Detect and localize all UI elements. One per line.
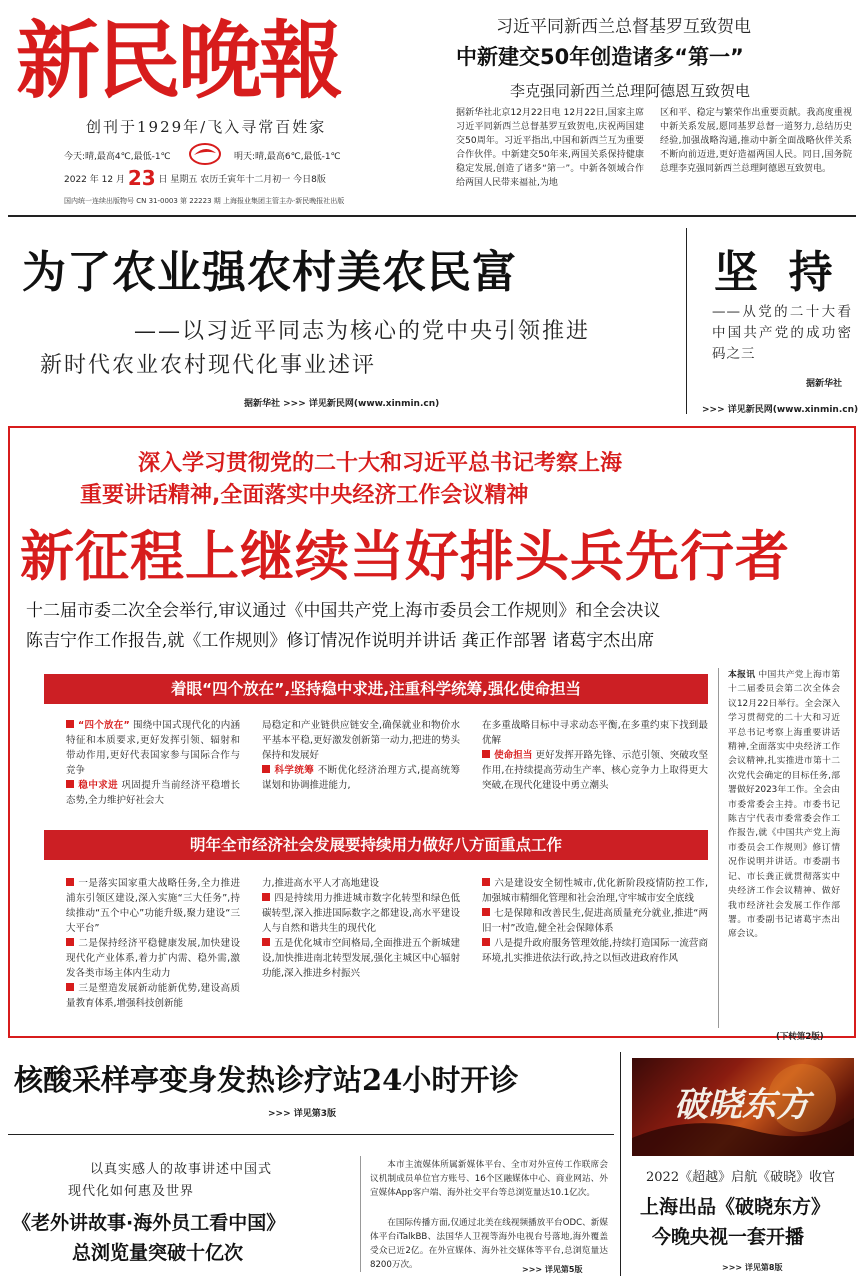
- lower-divider-h: [8, 1134, 614, 1135]
- film-kicker: 2022《超越》启航《破晓》收官: [646, 1170, 836, 1185]
- foreign-kicker-2: 现代化如何惠及世界: [68, 1184, 195, 1199]
- persist-link[interactable]: >>> 详见新民网(www.xinmin.cn): [702, 405, 859, 415]
- lead-b1-col3-text: 在多重战略目标中寻求动态平衡,在多重约束下找到最优解: [482, 720, 708, 746]
- bullet-icon: [482, 878, 490, 886]
- bullet-icon: [482, 908, 490, 916]
- lead-banner-2: 明年全市经济社会发展要持续用力做好八方面重点工作: [44, 830, 708, 860]
- lead-side-body: 中国共产党上海市第十二届委员会第二次全体会议12月22日举行。全会深入学习贯彻党的二十大和习近平总书记考察上海重要讲话精神,全面落实中央经济工作会议精神,扎实推进市第十二次党代会确定的目标任务,部署做好2023年工作。全会由市委常委会主持。市委书记陈吉宁代表市委常委会作工作报告,就《中国共产党上海市委员会工作规则》修订情况作说明并讲话。市委副书记、市长龚正就贯彻落实中央经济工作会议精神、做好我市经济社会发展工作作部署。市委副书记诸葛宇杰出席会议。: [728, 670, 840, 940]
- film-link[interactable]: >>> 详见第8版: [722, 1263, 783, 1272]
- registration-line: 国内统一连续出版物号 CN 31-0003 第 22223 期 上海报业集团主管主办·新民晚报社出版: [64, 197, 345, 205]
- task-6: 六是建设安全韧性城市,优化新阶段疫情防控工作,加强城市精细化管理和社会治理,守牢城市安全底线: [482, 878, 708, 904]
- lead-kicker-2: 重要讲话精神,全面落实中央经济工作会议精神: [80, 483, 529, 508]
- lead-b1-col3: [482, 718, 708, 793]
- bullet-icon: [66, 983, 74, 991]
- foreign-kicker-1: 以真实感人的故事讲述中国式: [90, 1162, 273, 1177]
- term-four-put-text: 围绕中国式现代化的内涵特征和本质要求,更好发挥引领、辐射和带动作用,更好代表国家参与国际合作与竞争: [66, 720, 240, 776]
- term-mission-text: 更好发挥开路先锋、示范引领、突破攻坚作用,在持续提高劳动生产率、核心竞争力上取得更大突破,在现代化建设中勇立潮头: [482, 750, 708, 791]
- film-headline-1: 上海出品《破晓东方》: [640, 1196, 831, 1218]
- bullet-icon: [262, 765, 270, 773]
- term-overall: 科学统筹: [274, 765, 315, 776]
- bullet-icon: [262, 893, 270, 901]
- task-1: 一是落实国家重大战略任务,全力推进浦东引领区建设,深入实施“三大任务”,持续推动“五个中心”功能升级,聚力建设“三大平台”: [66, 878, 240, 934]
- foreign-para-1: 本市主流媒体所属新媒体平台、全市对外宣传工作联席会议机制成员单位官方账号、16个区融媒体中心、商业网站、外宣媒体App客户端、海外社交平台等总浏览量达10.1亿次。: [370, 1160, 608, 1198]
- lead-deck-2: 陈吉宁作工作报告,就《工作规则》修订情况作说明并讲话 龚正作部署 诸葛宇杰出席: [26, 631, 655, 651]
- bullet-icon: [66, 878, 74, 886]
- nucleic-link[interactable]: >>> 详见第3版: [268, 1109, 337, 1119]
- masthead-logo-art: [14, 4, 354, 104]
- term-overall-text: 不断优化经济治理方式,提高统筹谋划和协调推进能力,: [262, 765, 460, 791]
- persist-subhead: ——从党的二十大看中国共产党的成功密码之三: [712, 304, 852, 362]
- lead-b2-col3: [482, 876, 708, 966]
- lead-side-text: [728, 668, 840, 942]
- weather-tomorrow: 明天:晴,最高6℃,最低-1℃: [234, 152, 341, 162]
- persist-source: 据新华社: [806, 379, 843, 389]
- issue-date: [64, 166, 326, 190]
- lead-b2-col2: [262, 876, 460, 981]
- lead-side-continue[interactable]: (下转第2版): [776, 1032, 824, 1042]
- date-day: 23: [127, 166, 156, 190]
- bullet-icon: [66, 780, 74, 788]
- task-5: 五是优化城市空间格局,全面推进五个新城建设,加快推进南北转型发展,强化主城区中心辐射功能,深入推进乡村振兴: [262, 938, 460, 979]
- film-poster-title: 破晓东方: [674, 1085, 810, 1125]
- masthead-logo: [14, 4, 354, 104]
- lead-headline: 新征程上继续当好排头兵先行者: [20, 525, 790, 588]
- masthead-divider: [8, 215, 856, 217]
- bullet-icon: [482, 938, 490, 946]
- task-3-cont: 力,推进高水平人才高地建设: [262, 878, 380, 889]
- term-steady: 稳中求进: [78, 780, 119, 791]
- top-story-col2: 区和平、稳定与繁荣作出重要贡献。我高度重视中新关系发展,愿同基罗总督一道努力,总结历史经验,加强战略沟通,推动中新全面战略伙伴关系不断向前迈进,更好造福两国人民。同日,国务院总理李克强同新西兰总理阿德恩互致贺电。: [660, 108, 852, 174]
- top-story-kicker: 习近平同新西兰总督基罗互致贺电: [496, 17, 751, 37]
- masthead-tagline: 创刊于1929年/飞入寻常百姓家: [86, 118, 327, 136]
- lower-divider-v1: [620, 1052, 621, 1276]
- bullet-icon: [262, 938, 270, 946]
- lead-b2-col1: [66, 876, 240, 1011]
- lead-b1-col2: [262, 718, 460, 793]
- top-story-col1: 据新华社北京12月22日电 12月22日,国家主席习近平同新西兰总督基罗互致贺电,庆祝两国建交50周年。习近平指出,中国和新西兰互为重要合作伙伴。中新建交50年来,两国关系保持健康稳定发展,创造了诸多“第一”。中新各领域合作给两国人民带来福祉,为地: [456, 108, 644, 188]
- foreign-para-2: 在国际传播方面,仅通过北美在线视频播放平台ODC、新媒体平台iTalkBB、法国华人卫视等海外电视台号落地,海外覆盖受众已近2亿。在外宣媒体、海外社交媒体等平台,总浏览量达8200万次。: [370, 1218, 608, 1270]
- term-steady-text: 巩固提升当前经济平稳增长态势,全力维护好社会大: [66, 780, 240, 806]
- term-four-put: “四个放在”: [78, 720, 130, 731]
- foreign-headline-1: 《老外讲故事·海外员工看中国》: [12, 1212, 286, 1234]
- masthead-emblem-icon: [188, 142, 222, 166]
- lead-banner-1: 着眼“四个放在”,坚持稳中求进,注重科学统筹,强化使命担当: [44, 674, 708, 704]
- nucleic-headline: 核酸采样亭变身发热诊疗站24小时开诊: [14, 1063, 519, 1097]
- bullet-icon: [66, 938, 74, 946]
- bullet-icon: [482, 750, 490, 758]
- lower-divider-v2: [360, 1156, 361, 1272]
- lead-side-divider: [718, 668, 719, 1028]
- agri-link[interactable]: 据新华社 >>> 详见新民网(www.xinmin.cn): [244, 399, 440, 409]
- top-story-headline: 中新建交50年创造诸多“第一”: [456, 45, 744, 69]
- term-mission: 使命担当: [494, 750, 533, 761]
- task-8: 八是提升政府服务管理效能,持续打造国际一流营商环境,扎实推进依法行政,持之以恒改进政府作风: [482, 938, 708, 964]
- top-story-subhead: 李克强同新西兰总理阿德恩互致贺电: [510, 82, 751, 100]
- agri-subhead-1: ——以习近平同志为核心的党中央引领推进: [134, 319, 591, 344]
- task-4: 四是持续用力推进城市数字化转型和绿色低碳转型,深入推进国际数字之都建设,高水平建设人与自然和谐共生的现代化: [262, 893, 460, 934]
- film-poster-art: [632, 1058, 854, 1156]
- agri-headline: 为了农业强农村美农民富: [22, 247, 517, 298]
- masthead-name: 新民晚報: [16, 11, 341, 104]
- persist-divider: [686, 228, 687, 414]
- task-2: 二是保持经济平稳健康发展,加快建设现代化产业体系,着力扩内需、稳外需,激发各类市场主体内生动力: [66, 938, 240, 979]
- lead-side-prefix: 本报讯: [728, 670, 756, 680]
- lead-kicker-1: 深入学习贯彻党的二十大和习近平总书记考察上海: [138, 451, 623, 476]
- foreign-link[interactable]: >>> 详见第5版: [522, 1265, 583, 1274]
- task-3: 三是塑造发展新动能新优势,建设高质量教育体系,增强科技创新能: [66, 983, 240, 1009]
- bullet-icon: [66, 720, 74, 728]
- foreign-headline-2: 总浏览量突破十亿次: [72, 1242, 244, 1264]
- film-poster: [632, 1058, 854, 1156]
- film-headline-2: 今晚央视一套开播: [652, 1226, 805, 1248]
- weather-today: 今天:晴,最高4℃,最低-1℃: [64, 152, 171, 162]
- task-7: 七是保障和改善民生,促进高质量充分就业,推进“两旧一村”改造,健全社会保障体系: [482, 908, 708, 934]
- date-suffix: 日 星期五 农历壬寅年十二月初一 今日8版: [158, 175, 326, 185]
- lead-deck-1: 十二届市委二次全会举行,审议通过《中国共产党上海市委员会工作规则》和全会决议: [26, 601, 661, 621]
- persist-headline: 坚 持: [714, 247, 833, 298]
- agri-subhead-2: 新时代农业农村现代化事业述评: [40, 353, 377, 378]
- date-prefix: 2022 年 12 月: [64, 175, 125, 185]
- lead-b1-col1: [66, 718, 240, 808]
- lead-b1-col2-text: 局稳定和产业链供应链安全,确保就业和物价水平基本平稳,更好激发创新第一动力,把进的势头保持和发展好: [262, 720, 460, 761]
